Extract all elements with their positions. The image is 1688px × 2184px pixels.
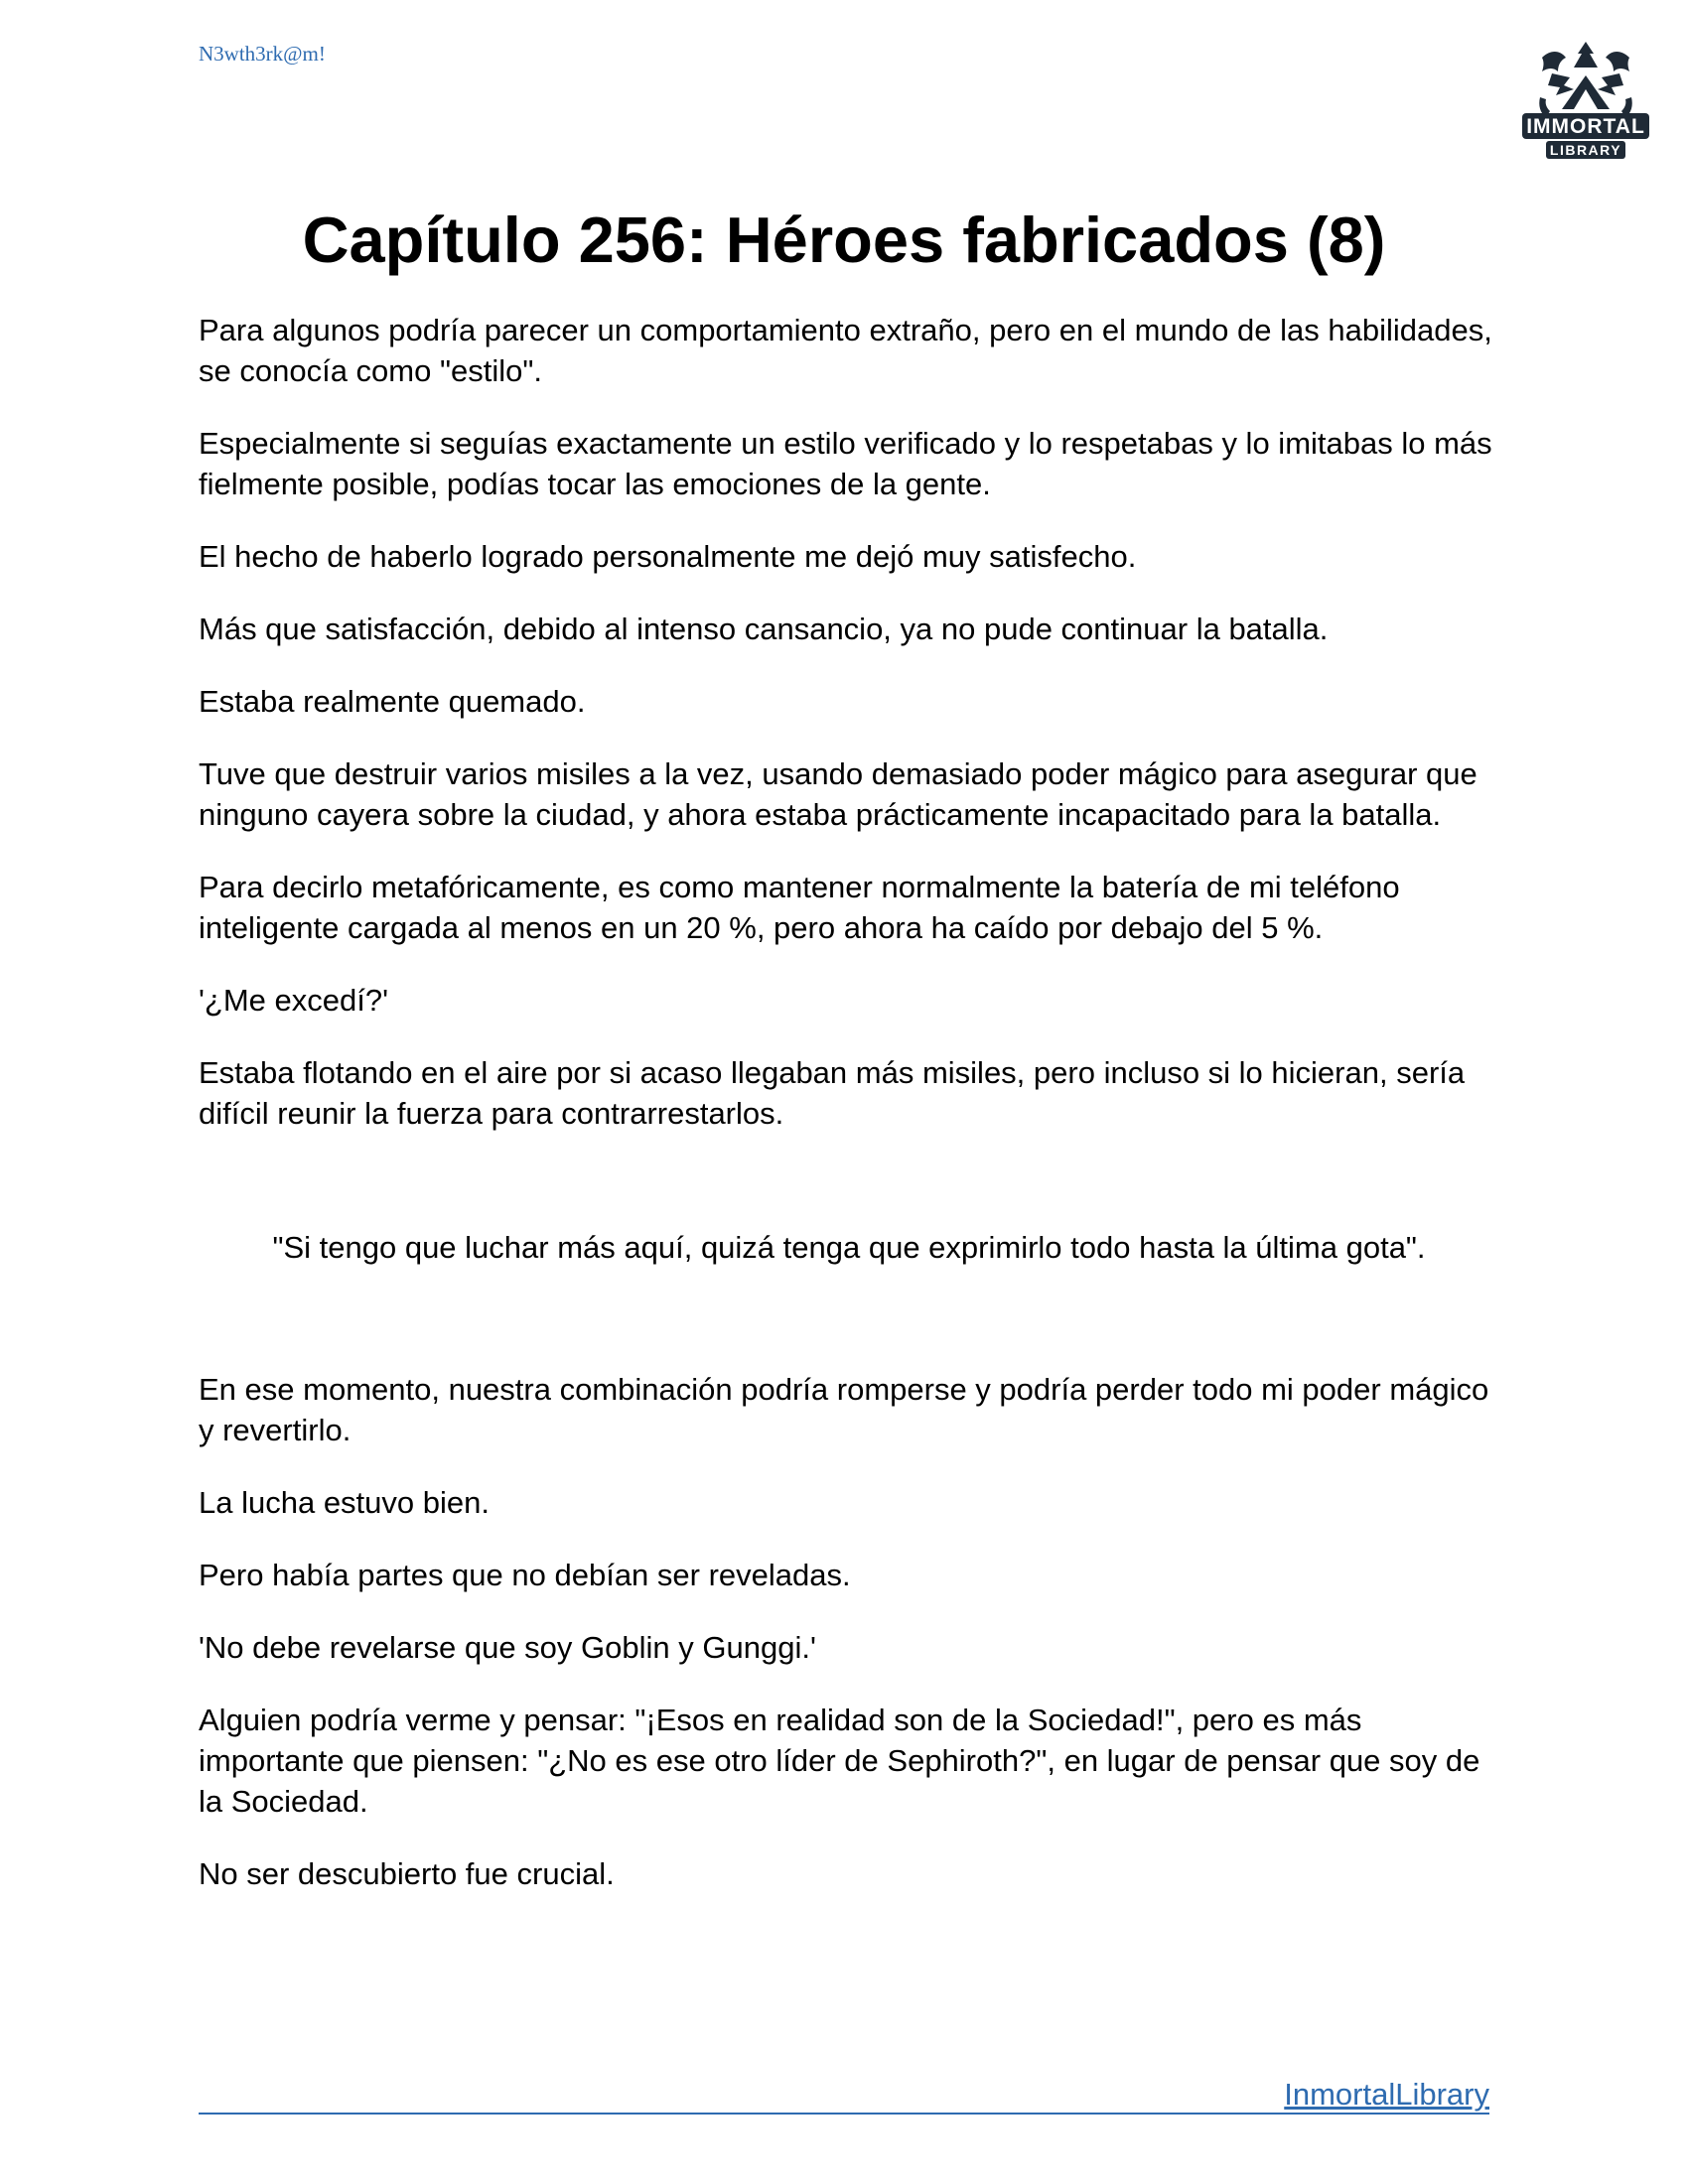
paragraph: Estaba flotando en el aire por si acaso llegaban más misiles, pero incluso si lo hicieran, sería difícil reunir la fuerza para contrarrestarlos. [199, 1055, 1466, 1131]
chapter-body [199, 310, 1499, 1926]
paragraph: Para algunos podría parecer un comportamiento extraño, pero en el mundo de las habilidades, se conocía como "estilo". [199, 313, 1492, 388]
paragraph: Alguien podría verme y pensar: "¡Esos en realidad son de la Sociedad!", pero es más importante que piensen: "¿No es ese otro líder de Sephiroth?", en lugar de pensar que soy de la Sociedad. [199, 1703, 1480, 1819]
header-tag: N3wth3rk@m! [199, 42, 326, 66]
immortal-library-logo-icon [1512, 28, 1659, 167]
paragraph: Más que satisfacción, debido al intenso cansancio, ya no pude continuar la batalla. [199, 612, 1329, 646]
footer-library-link[interactable]: InmortalLibrary [1284, 2077, 1489, 2112]
logo-line2: LIBRARY [1549, 142, 1622, 158]
paragraph: Especialmente si seguías exactamente un estilo verificado y lo respetabas y lo imitabas lo más fielmente posible, podías tocar las emociones de la gente. [199, 426, 1492, 501]
logo-line1: IMMORTAL [1526, 115, 1645, 138]
footer-divider [199, 2113, 1489, 2115]
paragraph: '¿Me excedí?' [199, 983, 389, 1018]
paragraph: El hecho de haberlo logrado personalmente me dejó muy satisfecho. [199, 539, 1137, 574]
centered-quote: "Si tengo que luchar más aquí, quizá tenga que exprimirlo todo hasta la última gota". [272, 1230, 1426, 1265]
paragraph: En ese momento, nuestra combinación podría romperse y podría perder todo mi poder mágico y revertirlo. [199, 1372, 1489, 1447]
paragraph: Para decirlo metafóricamente, es como mantener normalmente la batería de mi teléfono inteligente cargada al menos en un 20 %, pero ahora ha caído por debajo del 5 %. [199, 870, 1400, 945]
chapter-title: Capítulo 256: Héroes fabricados (8) [302, 204, 1386, 276]
paragraph: Estaba realmente quemado. [199, 684, 586, 719]
paragraph: No ser descubierto fue crucial. [199, 1856, 615, 1891]
paragraph: Tuve que destruir varios misiles a la vez, usando demasiado poder mágico para asegurar que ninguno cayera sobre la ciudad, y ahora estaba prácticamente incapacitado para la batalla. [199, 756, 1477, 832]
paragraph: La lucha estuvo bien. [199, 1485, 490, 1520]
paragraph: 'No debe revelarse que soy Goblin y Gunggi.' [199, 1630, 816, 1665]
paragraph: Pero había partes que no debían ser reveladas. [199, 1558, 851, 1592]
